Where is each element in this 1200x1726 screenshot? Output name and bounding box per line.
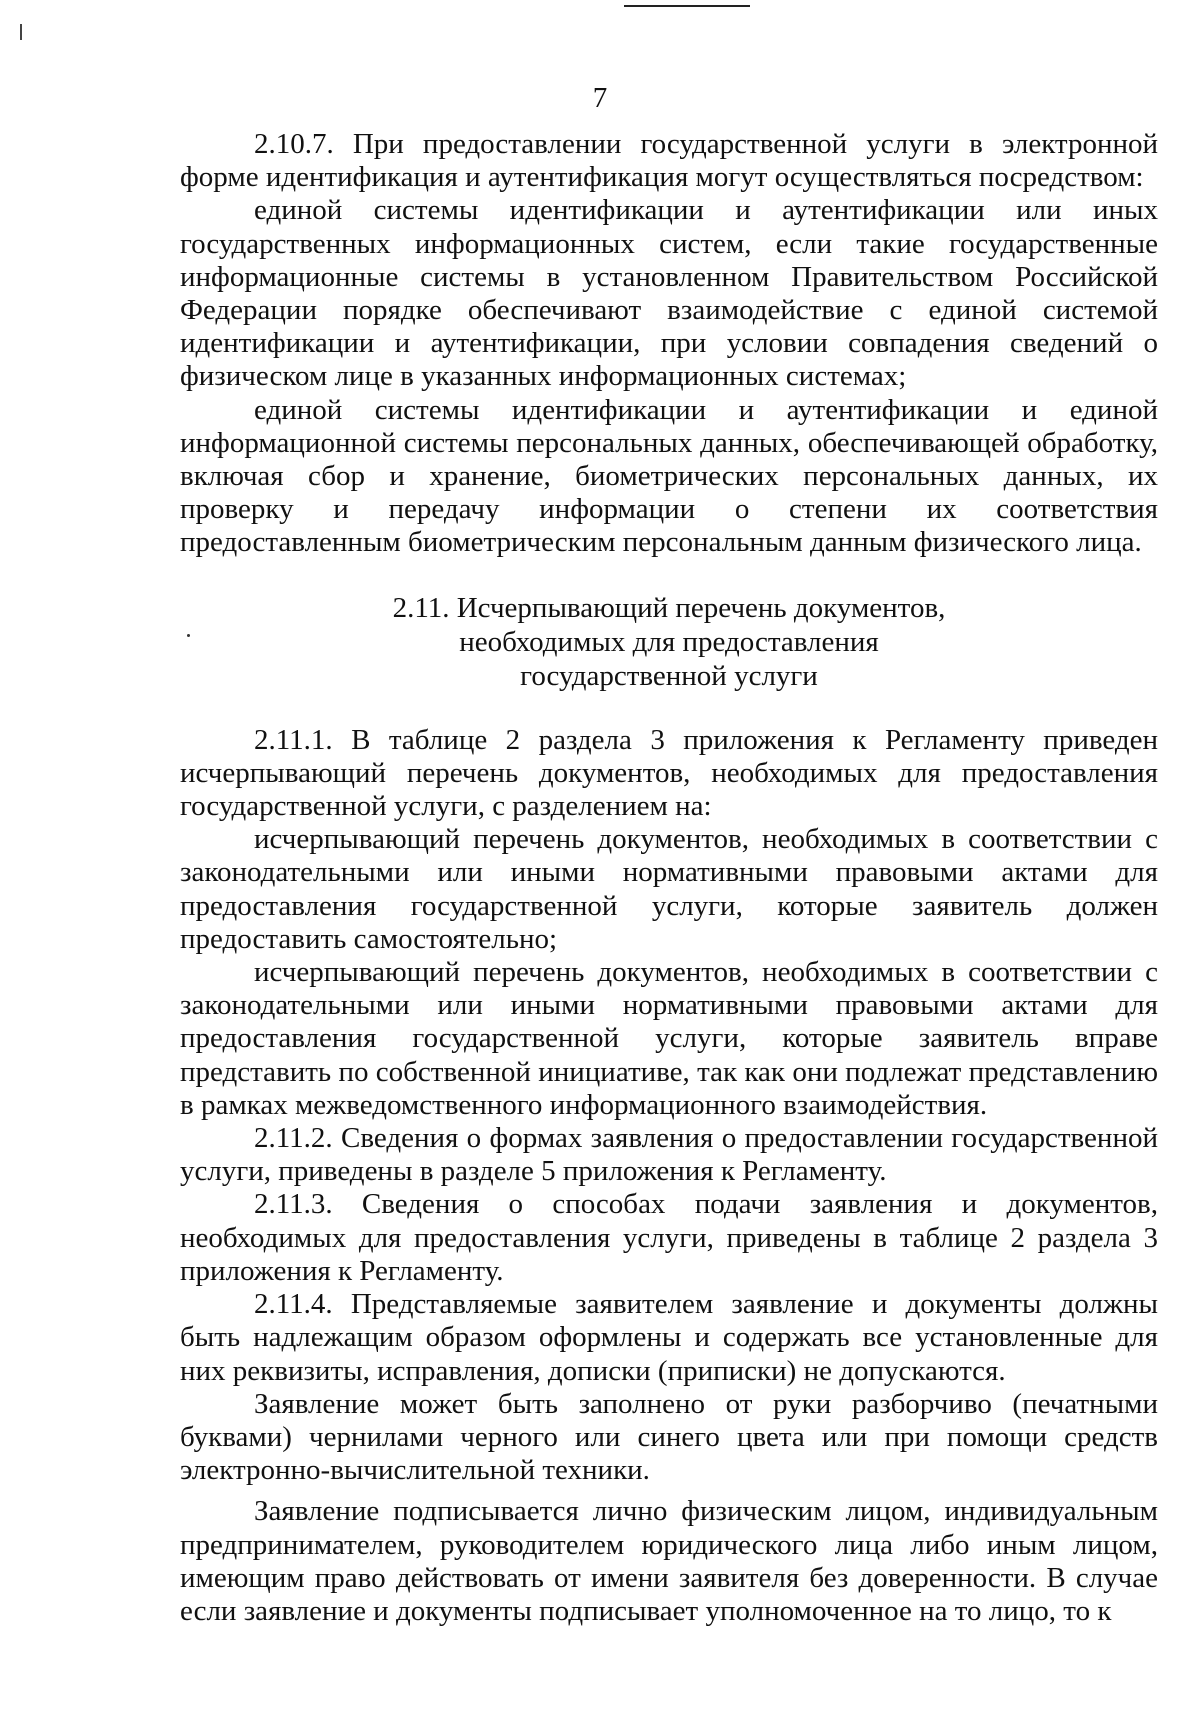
paragraph-2-11-1: 2.11.1. В таблице 2 раздела 3 приложения к Регламенту приведен исчерпывающий перечень документов, необходимых для предоставления государственной услуги, с разделением на: (180, 723, 1158, 823)
paragraph-optional-docs: исчерпывающий перечень документов, необходимых в соответствии с законодательными или иными нормативными правовыми актами для предоставления государственной услуги, которые заявитель вправе представить по собственной инициативе, так как они подлежат представлению в рамках межведомственного информационного взаимодействия. (180, 956, 1158, 1121)
page-number: 7 (592, 82, 608, 114)
paragraph-2-10-7: 2.10.7. При предоставлении государственной услуги в электронной форме идентификация и аутентификация могут осуществляться посредством: (180, 128, 1158, 194)
section-heading-line-2: необходимых для предоставления (459, 625, 879, 658)
paragraph-2-11-3: 2.11.3. Сведения о способах подачи заявления и документов, необходимых для предоставления услуги, приведены в таблице 2 раздела 3 приложения к Регламенту. (180, 1188, 1158, 1287)
paragraph-handwritten: Заявление может быть заполнено от руки разборчиво (печатными буквами) чернилами черного или синего цвета или при помощи средств электронно-вычислительной техники. (180, 1387, 1158, 1487)
section-heading-line-1: 2.11. Исчерпывающий перечень документов, (392, 591, 946, 624)
paragraph-esia-option: единой системы идентификации и аутентификации или иных государственных информационных систем, если такие государственные информационные системы в установленном Правительством Российской Федерации порядке обеспечивают взаимодействие с единой системой идентификации и аутентификации, при условии совпадения сведений о физическом лице в указанных информационных системах; (180, 194, 1158, 393)
section-heading-line-3: государственной услуги (520, 659, 818, 692)
paragraph-2-11-4: 2.11.4. Представляемые заявителем заявление и документы должны быть надлежащим образом оформлены и содержать все установленные для них реквизиты, исправления, дописки (приписки) не допускаются. (180, 1288, 1158, 1387)
paragraph-signature: Заявление подписывается лично физическим лицом, индивидуальным предпринимателем, руководителем юридического лица либо иным лицом, имеющим право действовать от имени заявителя без доверенности. В случае если заявление и документы подписывает уполномоченное на то лицо, то к (180, 1495, 1158, 1627)
paragraph-biometric-option: единой системы идентификации и аутентификации и единой информационной системы персональных данных, обеспечивающей обработку, включая сбор и хранение, биометрических персональных данных, их проверку и передачу информации о степени их соответствия предоставленным биометрическим персональным данным физического лица. (180, 393, 1158, 559)
paragraph-self-provided-docs: исчерпывающий перечень документов, необходимых в соответствии с законодательными или иными нормативными правовыми актами для предоставления государственной услуги, которые заявитель должен предоставить самостоятельно; (180, 823, 1158, 955)
scan-mark (20, 24, 22, 40)
paragraph-2-11-2: 2.11.2. Сведения о формах заявления о предоставлении государственной услуги, приведены в разделе 5 приложения к Регламенту. (180, 1122, 1158, 1188)
document-body (180, 128, 1158, 1628)
top-rule (624, 5, 750, 7)
